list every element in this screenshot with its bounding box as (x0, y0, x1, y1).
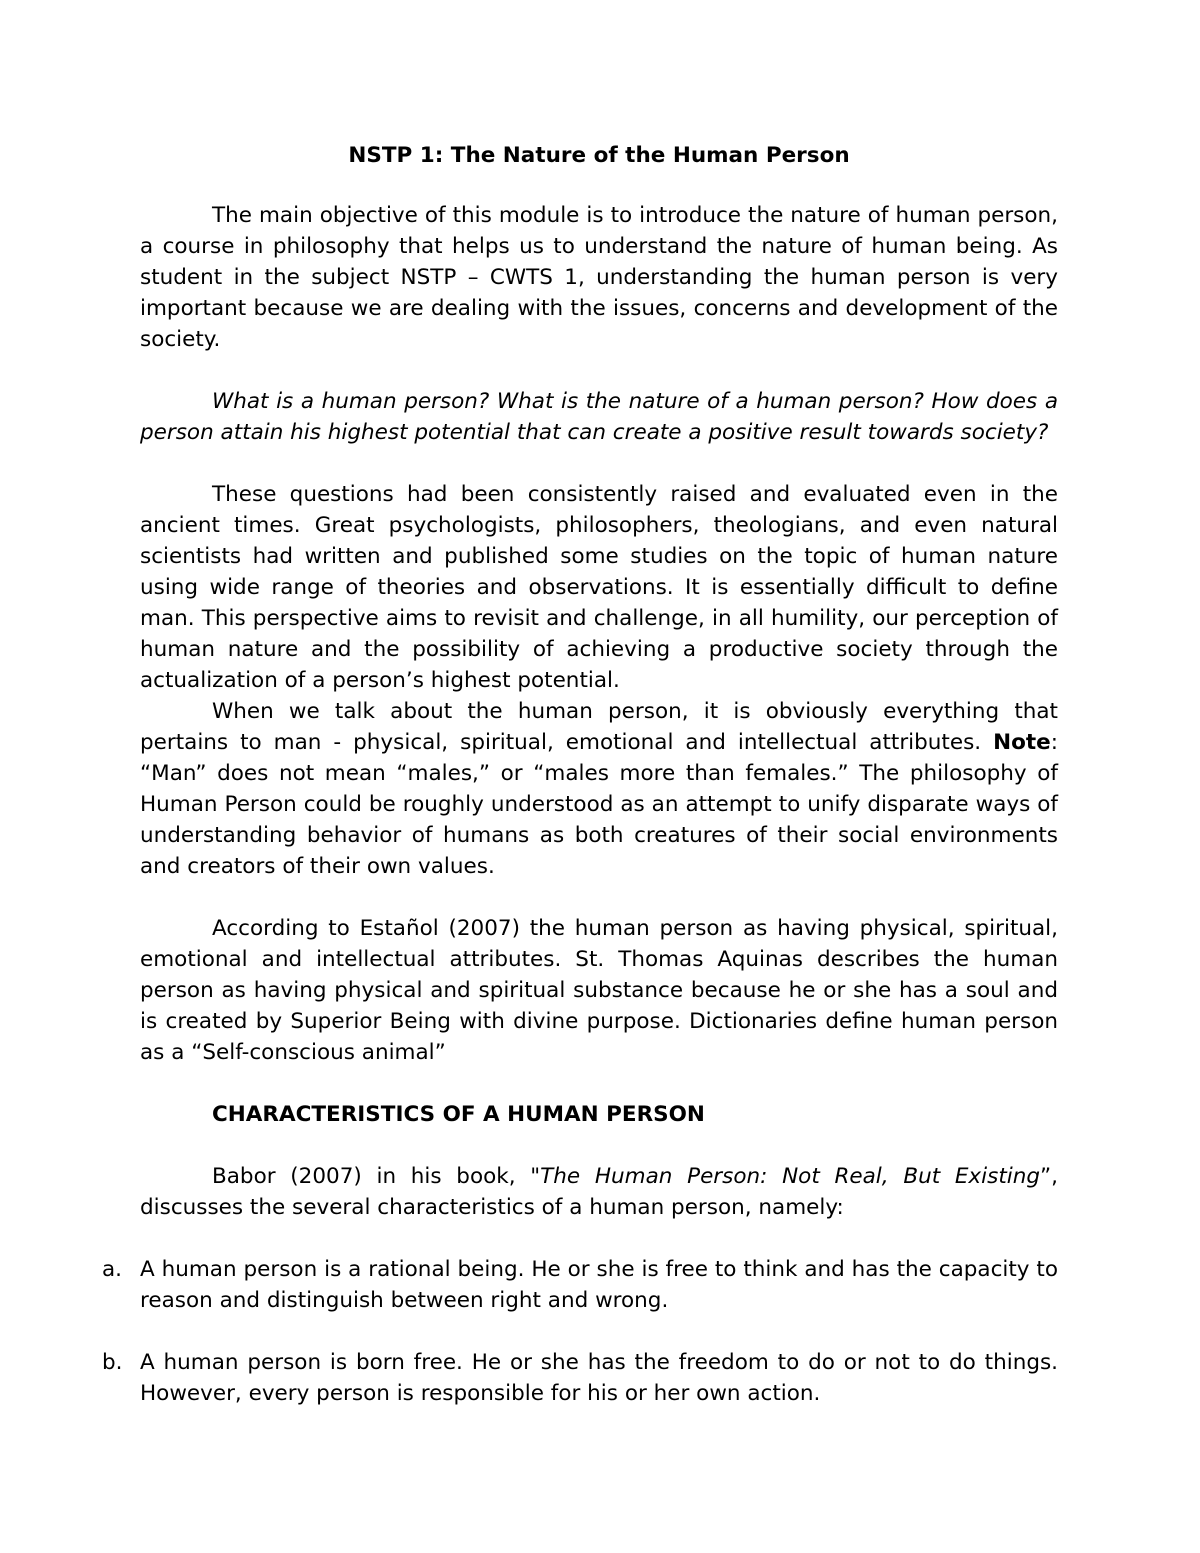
section-heading: CHARACTERISTICS OF A HUMAN PERSON (212, 1102, 705, 1127)
paragraph-objective: The main objective of this module is to introduce the nature of human person, a course in philosophy that helps us to understand the nature of human being. As student in the subject NSTP – CWTS 1, understanding the human person is very important because we are dealing with the issues, concerns and development of the society. (140, 203, 1058, 352)
document-page (102, 140, 1058, 1440)
paragraph-babor (140, 1161, 1058, 1223)
book-title: The Human Person: Not Real, But Existing (540, 1164, 1041, 1189)
paragraph-estanol: According to Estañol (2007) the human person as having physical, spiritual, emotional and intellectual attributes. St. Thomas Aquinas describes the human person as having physical and spiritual substance because he or she has a soul and is created by Superior Being with divine purpose. Dictionaries define human person as a “Self-conscious animal” (140, 916, 1058, 1065)
characteristics-list (102, 1254, 1058, 1409)
paragraph-text: ”, discusses the several characteristics of a human person, namely: (140, 1164, 1058, 1220)
paragraph-text: Babor (2007) in his book, " (212, 1164, 541, 1189)
list-item-text: A human person is a rational being. He or she is free to think and has the capacity to reason and distinguish between right and wrong. (140, 1257, 1058, 1313)
list-item (102, 1254, 1058, 1316)
paragraph-text: When we talk about the human person, it is obviously everything that pertains to man - physical, spiritual, emotional and intellectual attributes. (140, 699, 1058, 755)
list-marker: a. (102, 1257, 123, 1282)
list-marker: b. (102, 1350, 123, 1375)
note-label: Note (993, 730, 1051, 755)
paragraph-history: These questions had been consistently raised and evaluated even in the ancient times. Great psychologists, philosophers, theologians, and even natural scientists had written and published some studies on the topic of human nature using wide range of theories and observations. It is essentially difficult to define man. This perspective aims to revisit and challenge, in all humility, our perception of human nature and the possibility of achieving a productive society through the actualization of a person’s highest potential. (140, 482, 1058, 693)
list-item-text: A human person is born free. He or she has the freedom to do or not to do things. However, every person is responsible for his or her own action. (140, 1350, 1058, 1406)
paragraph-text: : “Man” does not mean “males,” or “males more than females.” The philosophy of Human Person could be roughly understood as an attempt to unify disparate ways of understanding behavior of humans as both creatures of their social environments and creators of their own values. (140, 730, 1058, 879)
paragraph-questions: What is a human person? What is the nature of a human person? How does a person attain his highest potential that can create a positive result towards society? (140, 389, 1058, 445)
document-title: NSTP 1: The Nature of the Human Person (348, 143, 850, 168)
list-item (102, 1347, 1058, 1409)
paragraph-human-person (140, 696, 1058, 882)
